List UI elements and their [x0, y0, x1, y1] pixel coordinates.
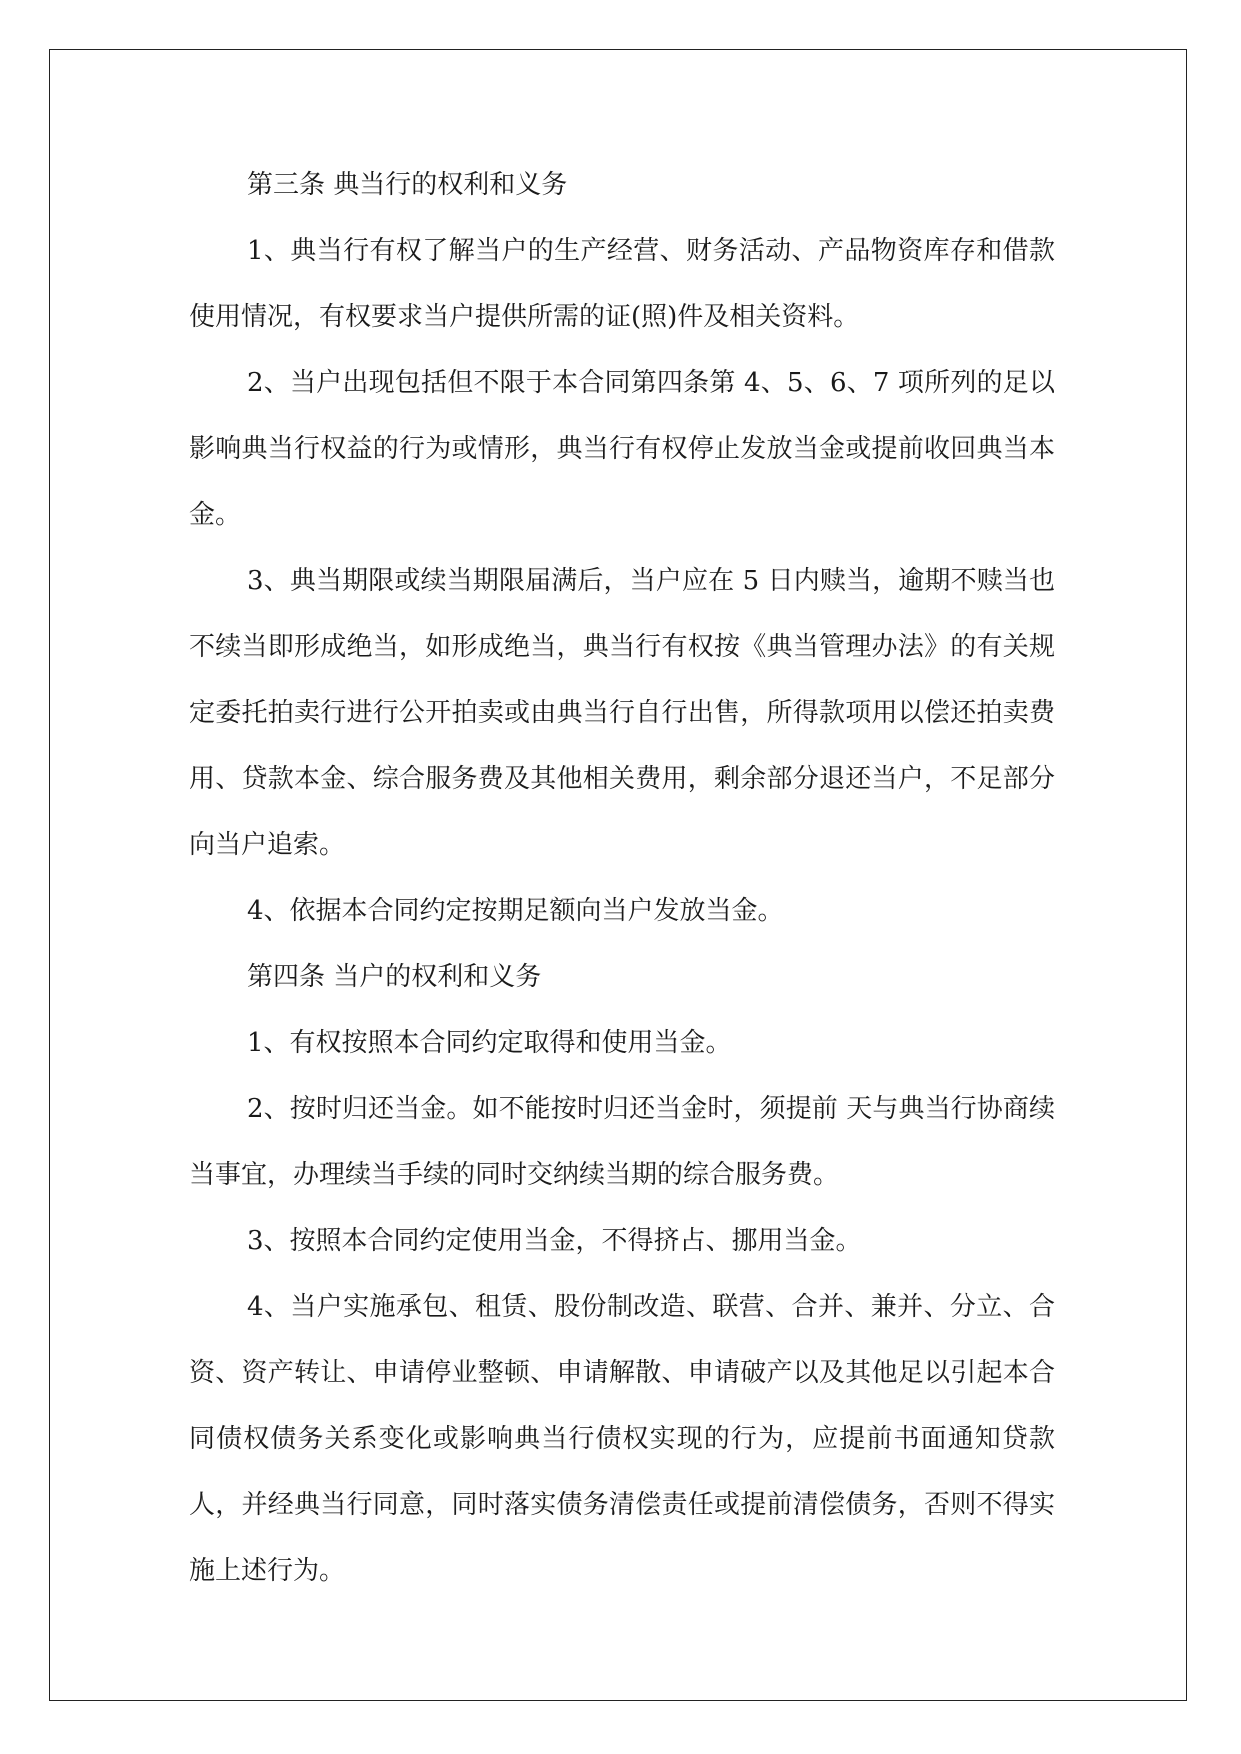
article-4-clause-1: 1、有权按照本合同约定取得和使用当金。 [247, 1028, 732, 1058]
article-4-clause-4: 4、当户实施承包、租赁、股份制改造、联营、合并、兼并、分立、合资、资产转让、申请停业整顿、申请解散、申请破产以及其他足以引起本合同债权债务关系变化或影响典当行债权实现的行为，应提前书面通知贷款人，并经典当行同意，同时落实债务清偿责任或提前清偿债务，否则不得实施上述行为。 [189, 1292, 1055, 1586]
article-4-clause-2: 2、按时归还当金。如不能按时归还当金时，须提前 天与典当行协商续当事宜，办理续当手续的同时交纳续当期的综合服务费。 [189, 1094, 1055, 1190]
article-3-clause-4: 4、依据本合同约定按期足额向当户发放当金。 [247, 896, 784, 926]
article-4-clause-3: 3、按照本合同约定使用当金，不得挤占、挪用当金。 [247, 1226, 862, 1256]
document-body [189, 152, 1055, 1604]
article-3-clause-3: 3、典当期限或续当期限届满后，当户应在 5 日内赎当，逾期不赎当也不续当即形成绝当，如形成绝当，典当行有权按《典当管理办法》的有关规定委托拍卖行进行公开拍卖或由典当行自行出售，所得款项用以偿还拍卖费用、贷款本金、综合服务费及其他相关费用，剩余部分退还当户，不足部分向当户追索。 [189, 566, 1055, 860]
article-4-heading: 第四条 当户的权利和义务 [247, 962, 542, 992]
article-3-clause-2: 2、当户出现包括但不限于本合同第四条第 4、5、6、7 项所列的足以影响典当行权益的行为或情形，典当行有权停止发放当金或提前收回典当本金。 [189, 368, 1055, 530]
article-3-clause-1: 1、典当行有权了解当户的生产经营、财务活动、产品物资库存和借款使用情况，有权要求当户提供所需的证(照)件及相关资料。 [189, 236, 1055, 332]
article-3-heading: 第三条 典当行的权利和义务 [247, 170, 568, 200]
